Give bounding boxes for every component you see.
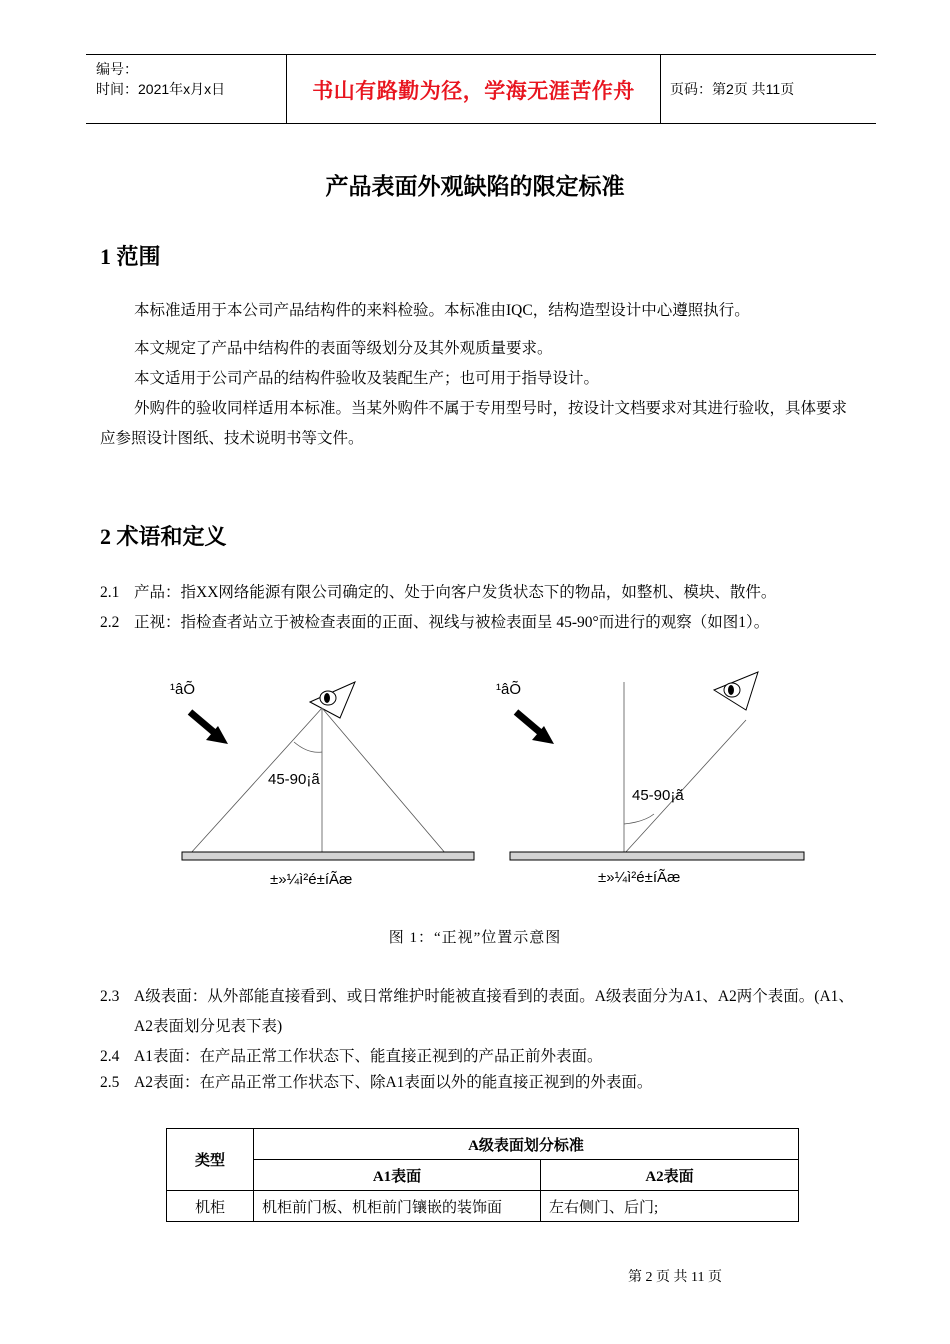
definition-number: 2.1: [100, 584, 120, 601]
section-1-paragraph: 本标准适用于本公司产品结构件的来料检验。本标准由IQC，结构造型设计中心遵照执行。: [134, 302, 750, 319]
section-1-heading: 1 范围: [100, 244, 161, 269]
header-divider: [660, 55, 661, 123]
definition-item: [100, 608, 870, 638]
definition-number: 2.5: [100, 1074, 120, 1091]
definition-item: [100, 1068, 870, 1098]
section-1-paragraph: 本文规定了产品中结构件的表面等级划分及其外观质量要求。: [134, 340, 553, 357]
left-light-arrow-icon: [190, 712, 228, 744]
table-header-a1: A1表面: [254, 1160, 541, 1191]
table-header-group: A级表面划分标准: [254, 1129, 799, 1160]
table-row: [167, 1191, 799, 1222]
table-header-a2: A2表面: [541, 1160, 799, 1191]
definition-text: 正视：指检查者站立于被检查表面的正面、视线与被检表面呈 45-90°而进行的观察（如图1）。: [134, 614, 770, 631]
section-1-paragraph: 外购件的验收同样适用本标准。当某外购件不属于专用型号时，按设计文档要求对其进行验收，具体要求应参照设计图纸、技术说明书等文件。: [100, 400, 848, 447]
left-surface-label: ±»¼ì²é±íÃæ: [270, 871, 353, 888]
table-cell-a1: 机柜前门板、机柜前门镶嵌的装饰面: [254, 1191, 541, 1222]
definition-number: 2.2: [100, 614, 120, 631]
definition-text: A2表面：在产品正常工作状态下、除A1表面以外的能直接正视到的外表面。: [134, 1074, 653, 1091]
definition-text: A级表面：从外部能直接看到、或日常维护时能被直接看到的表面。A级表面分为A1、A2两个表面。(A1、A2表面划分见表下表): [134, 988, 854, 1035]
page-header: [86, 54, 876, 124]
document-title: 产品表面外观缺陷的限定标准: [325, 174, 625, 199]
header-motto: 书山有路勤为径，学海无涯苦作舟: [312, 80, 635, 103]
definition-number: 2.3: [100, 988, 120, 1005]
left-angle-label: 45-90¡ã: [268, 771, 320, 788]
definition-item: [100, 578, 870, 608]
document-number-label: 编号：: [96, 61, 138, 77]
left-inspected-surface: [182, 852, 474, 860]
left-light-label: ¹âÕ: [170, 681, 196, 698]
figure-1-caption: 图 1：“正视”位置示意图: [388, 930, 562, 946]
table-cell-a2: 左右侧门、后门;: [541, 1191, 799, 1222]
right-inspected-surface: [510, 852, 804, 860]
a-surface-classification-table: [166, 1128, 799, 1222]
table-header-row: [167, 1129, 799, 1160]
definition-text: 产品：指XX网络能源有限公司确定的、处于向客户发货状态下的物品，如整机、模块、散件。: [134, 584, 777, 601]
section-2-heading: 2 术语和定义: [100, 524, 227, 549]
definition-item: [100, 982, 870, 1042]
right-light-arrow-icon: [516, 712, 554, 744]
right-angle-arc: [624, 814, 654, 824]
definition-text: A1表面：在产品正常工作状态下、能直接正视到的产品正前外表面。: [134, 1048, 603, 1065]
right-angle-label: 45-90¡ã: [632, 787, 684, 804]
section-1-paragraph: 本文适用于公司产品的结构件验收及装配生产；也可用于指导设计。: [134, 370, 600, 387]
table-cell-type: 机柜: [167, 1191, 254, 1222]
header-meta: [96, 59, 225, 99]
left-angle-arc: [294, 742, 322, 752]
document-time-label: 时间：2021年x月x日: [96, 81, 226, 97]
figure-1-diagram: [170, 668, 810, 898]
page-footer: 第 2 页 共 11 页: [628, 1270, 722, 1285]
header-page-number: 页码：第2页 共11页: [670, 81, 795, 97]
table-header-type: 类型: [167, 1129, 254, 1191]
left-eye-icon: [310, 682, 355, 718]
definition-number: 2.4: [100, 1048, 120, 1065]
table-subheader-row: [167, 1160, 799, 1191]
left-sight-line: [322, 708, 446, 854]
right-eye-icon: [714, 672, 758, 710]
right-surface-label: ±»¼ì²é±íÃæ: [598, 869, 681, 886]
right-light-label: ¹âÕ: [496, 681, 522, 698]
